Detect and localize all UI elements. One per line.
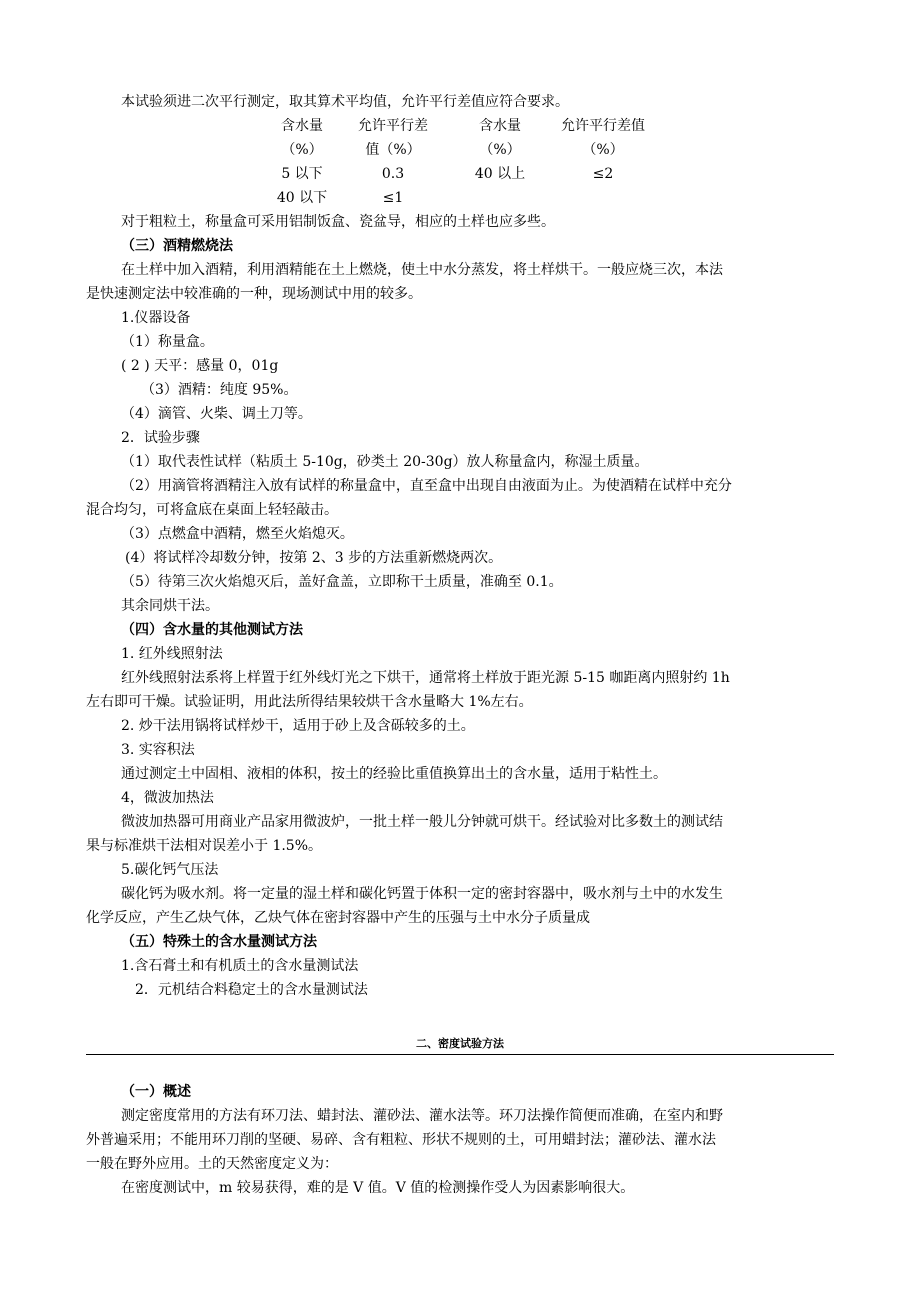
- method-title: 3. 实容积法: [121, 742, 195, 758]
- step-item: （2）用滴管将酒精注入放有试样的称量盒中，直至盒中出现自由液面为止。为使酒精在试样中充分: [121, 478, 732, 494]
- method-desc: 左右即可干燥。试验证明，用此法所得结果较烘干含水量略大 1%左右。: [86, 694, 533, 710]
- special-item: 2．元机结合料稳定土的含水量测试法: [135, 982, 368, 998]
- table-cell: 40 以下: [276, 190, 328, 206]
- method-desc: 红外线照射法系将上样置于红外线灯光之下烘干，通常将土样放于距光源 5-15 咖距离内照射约 1h: [121, 670, 730, 686]
- overview-paragraph: 外普遍采用；不能用环刀削的坚硬、易碎、含有粗粒、形状不规则的土，可用蜡封法；灌砂法、灌水法: [86, 1132, 716, 1148]
- method-desc: 化学反应，产生乙炔气体，乙炔气体在密封容器中产生的压强与土中水分子质量成: [86, 910, 590, 926]
- alcohol-method-heading: （三）酒精燃烧法: [121, 238, 233, 254]
- step-item-continued: 混合均匀，可将盒底在桌面上轻轻敲击。: [86, 502, 338, 518]
- method-desc: 碳化钙为吸水剂。将一定量的湿土样和碳化钙置于体积一定的密封容器中，吸水剂与土中的水发生: [121, 886, 723, 902]
- step-item: （1）取代表性试样（粘质土 5-10g，砂类土 20-30g）放人称量盒内，称湿土质量。: [121, 454, 649, 470]
- equipment-item: ( 2 ) 天平：感量 0，01g: [121, 358, 279, 374]
- other-methods-heading: （四）含水量的其他测试方法: [121, 622, 303, 638]
- equipment-item: （4）滴管、火柴、调土刀等。: [121, 406, 312, 422]
- method-desc: 果与标准烘干法相对误差小于 1.5%。: [86, 838, 323, 854]
- table-cell: 5 以下: [281, 166, 323, 182]
- step-item: （3）点燃盒中酒精，燃至火焰熄灭。: [121, 526, 354, 542]
- table-cell: 40 以上: [474, 166, 526, 182]
- method-title: 1. 红外线照射法: [121, 646, 223, 662]
- overview-paragraph: 在密度测试中，m 较易获得，难的是 V 值。V 值的检测操作受人为因素影响很大。: [121, 1180, 635, 1196]
- overview-paragraph: 测定密度常用的方法有环刀法、蜡封法、灌砂法、灌水法等。环刀法操作简便而准确，在室内和野: [121, 1108, 723, 1124]
- intro-paragraph: 本试验须进二次平行测定，取其算术平均值，允许平行差值应符合要求。: [121, 94, 569, 110]
- table-subheader: （%）: [582, 142, 624, 158]
- table-header: 含水量: [479, 118, 521, 134]
- table-header: 允许平行差: [358, 118, 428, 134]
- table-subheader: （%）: [479, 142, 521, 158]
- method-desc: 2. 炒干法用锅将试样炒干，适用于砂上及含砾较多的土。: [121, 718, 475, 734]
- coarse-soil-note: 对于粗粒土，称量盒可采用铝制饭盒、瓷盆导，相应的土样也应多些。: [121, 214, 555, 230]
- equipment-heading: 1.仪器设备: [121, 310, 191, 326]
- section-title: 二、密度试验方法: [416, 1037, 504, 1050]
- step-item: （5）待第三次火焰熄灭后，盖好盒盖，立即称干土质量，准确至 0.1。: [121, 574, 563, 590]
- method-desc: 微波加热器可用商业产品家用微波炉，一批土样一般儿分钟就可烘干。经试验对比多数土的测试结: [121, 814, 723, 830]
- rest-note: 其余同烘干法。: [121, 598, 219, 614]
- method-title: 5.碳化钙气压法: [121, 862, 219, 878]
- alcohol-desc-line: 在土样中加入酒精，利用酒精能在土上燃烧，使土中水分蒸发，将土样烘干。一般应烧三次，本法: [121, 262, 723, 278]
- special-item: 1.含石膏土和有机质土的含水量测试法: [121, 958, 359, 974]
- table-cell: ≤1: [382, 190, 404, 206]
- step-item: (4）将试样冷却数分钟，按第 2、3 步的方法重新燃烧两次。: [125, 550, 503, 566]
- overview-heading: （一）概述: [121, 1084, 191, 1100]
- section-divider: [86, 1054, 834, 1055]
- table-header: 含水量: [281, 118, 323, 134]
- table-header: 允许平行差值: [561, 118, 645, 134]
- overview-paragraph: 一般在野外应用。土的天然密度定义为：: [86, 1156, 338, 1172]
- table-subheader: （%）: [281, 142, 323, 158]
- table-cell: ≤2: [592, 166, 614, 182]
- table-cell: 0.3: [381, 166, 405, 182]
- equipment-item: （3）酒精：纯度 95%。: [141, 382, 298, 398]
- method-title: 4，微波加热法: [121, 790, 214, 806]
- special-soil-heading: （五）特殊土的含水量测试方法: [121, 934, 317, 950]
- equipment-item: （1）称量盒。: [121, 334, 214, 350]
- steps-heading: 2．试验步骤: [121, 430, 200, 446]
- table-subheader: 值（%）: [365, 142, 421, 158]
- method-desc: 通过测定土中固相、液相的体积，按土的经验比重值换算出土的含水量，适用于粘性土。: [121, 766, 667, 782]
- alcohol-desc-line: 是快速测定法中较准确的一种，现场测试中用的较多。: [86, 286, 422, 302]
